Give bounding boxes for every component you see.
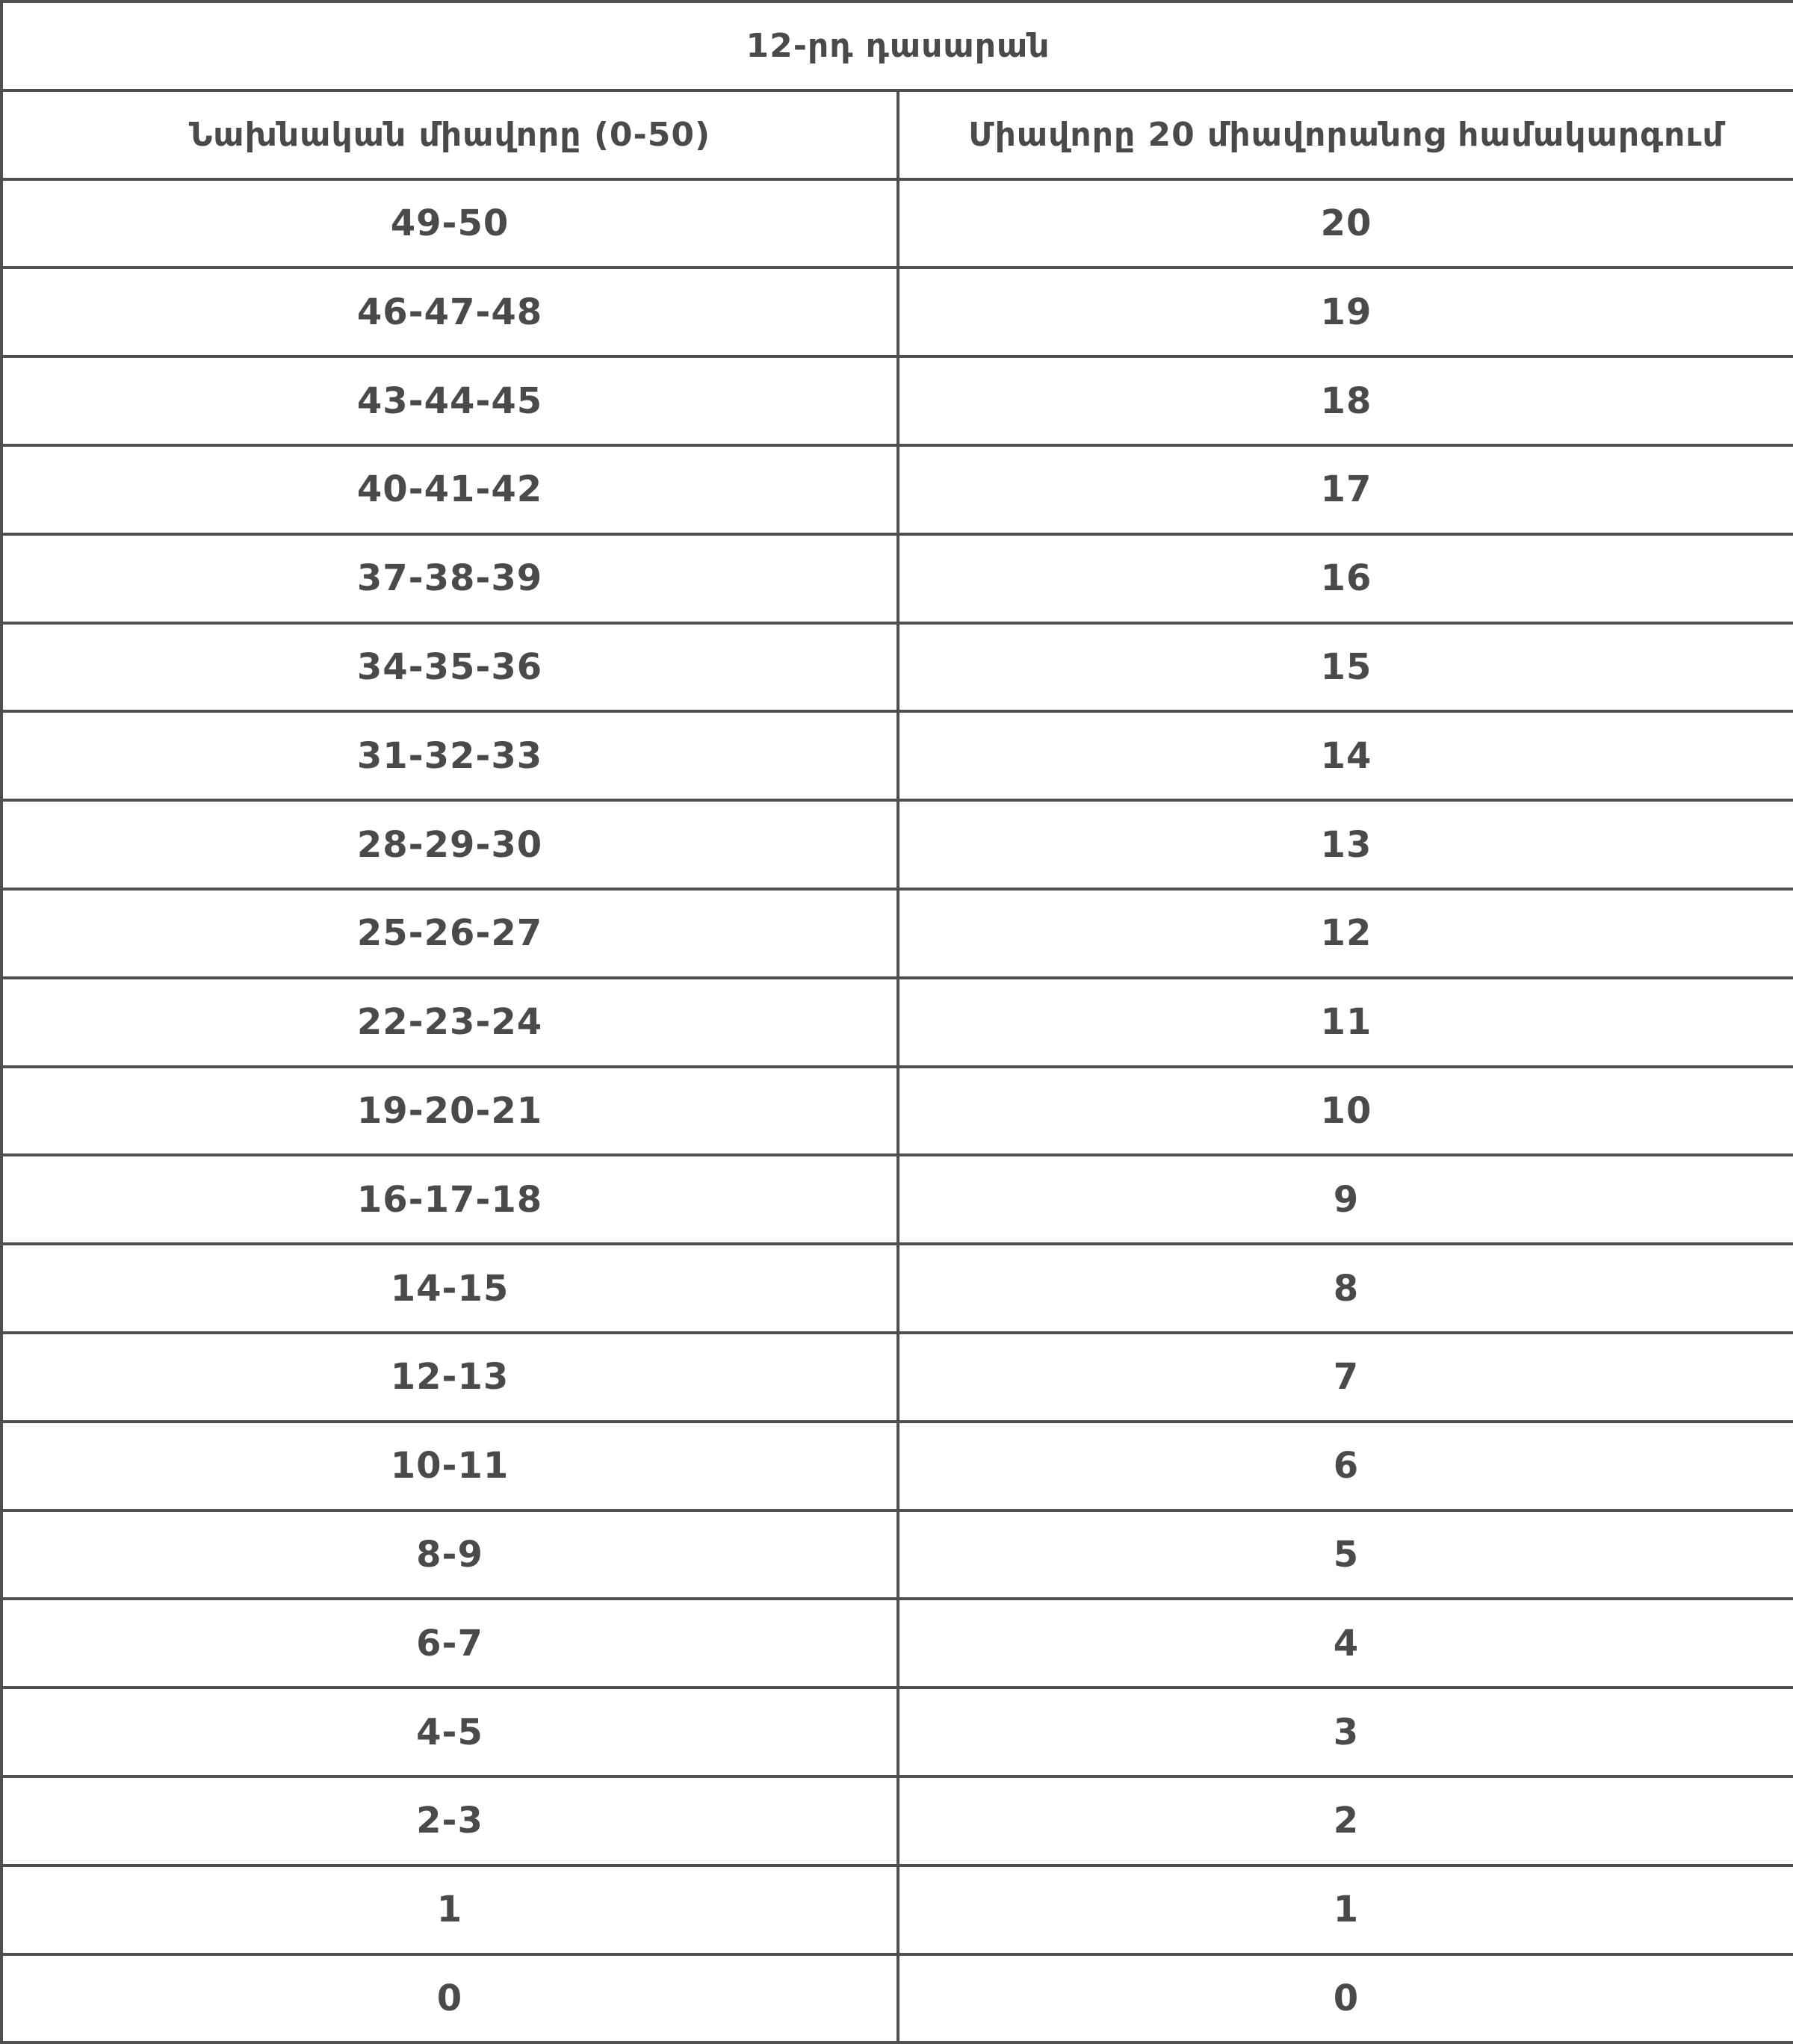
table-row xyxy=(1,1777,1793,1865)
table-title-row xyxy=(1,1,1793,90)
table-row xyxy=(1,1511,1793,1599)
table-row xyxy=(1,1688,1793,1777)
raw-score-cell: 4-5 xyxy=(1,1688,898,1777)
raw-score-cell: 37-38-39 xyxy=(1,534,898,623)
raw-score-cell: 49-50 xyxy=(1,179,898,268)
table-row xyxy=(1,711,1793,800)
table-row xyxy=(1,1155,1793,1244)
table-row xyxy=(1,889,1793,978)
scaled-score-cell: 9 xyxy=(898,1155,1793,1244)
scaled-score-cell: 3 xyxy=(898,1688,1793,1777)
table-row xyxy=(1,356,1793,445)
header-scaled-score: Միավորը 20 միավորանոց համակարգում xyxy=(898,90,1793,179)
raw-score-cell: 6-7 xyxy=(1,1599,898,1688)
raw-score-cell: 14-15 xyxy=(1,1244,898,1333)
scaled-score-cell: 5 xyxy=(898,1511,1793,1599)
scaled-score-cell: 16 xyxy=(898,534,1793,623)
scaled-score-cell: 2 xyxy=(898,1777,1793,1865)
raw-score-cell: 22-23-24 xyxy=(1,978,898,1067)
raw-score-cell: 1 xyxy=(1,1865,898,1954)
raw-score-cell: 19-20-21 xyxy=(1,1067,898,1156)
table-title: 12-րդ դասարան xyxy=(1,1,1793,90)
raw-score-cell: 34-35-36 xyxy=(1,623,898,712)
header-raw-score: Նախնական միավորը (0-50) xyxy=(1,90,898,179)
table-row xyxy=(1,1599,1793,1688)
table-row xyxy=(1,267,1793,356)
raw-score-cell: 16-17-18 xyxy=(1,1155,898,1244)
raw-score-cell: 8-9 xyxy=(1,1511,898,1599)
table-row xyxy=(1,179,1793,268)
scaled-score-cell: 19 xyxy=(898,267,1793,356)
table-header-row xyxy=(1,90,1793,179)
table-row xyxy=(1,1422,1793,1511)
scaled-score-cell: 20 xyxy=(898,179,1793,268)
scaled-score-cell: 6 xyxy=(898,1422,1793,1511)
table-row xyxy=(1,623,1793,712)
scaled-score-cell: 11 xyxy=(898,978,1793,1067)
scaled-score-cell: 18 xyxy=(898,356,1793,445)
scaled-score-cell: 10 xyxy=(898,1067,1793,1156)
scaled-score-cell: 7 xyxy=(898,1333,1793,1422)
scaled-score-cell: 15 xyxy=(898,623,1793,712)
scaled-score-cell: 8 xyxy=(898,1244,1793,1333)
raw-score-cell: 40-41-42 xyxy=(1,445,898,534)
raw-score-cell: 10-11 xyxy=(1,1422,898,1511)
table-row xyxy=(1,1865,1793,1954)
table-body xyxy=(1,179,1793,2043)
scaled-score-cell: 1 xyxy=(898,1865,1793,1954)
table-row xyxy=(1,534,1793,623)
table-row xyxy=(1,1333,1793,1422)
raw-score-cell: 46-47-48 xyxy=(1,267,898,356)
table-row xyxy=(1,1067,1793,1156)
raw-score-cell: 31-32-33 xyxy=(1,711,898,800)
table-row xyxy=(1,445,1793,534)
table-row xyxy=(1,800,1793,889)
table-row xyxy=(1,1244,1793,1333)
table-row xyxy=(1,1954,1793,2043)
raw-score-cell: 25-26-27 xyxy=(1,889,898,978)
scaled-score-cell: 0 xyxy=(898,1954,1793,2043)
scaled-score-cell: 4 xyxy=(898,1599,1793,1688)
scaled-score-cell: 17 xyxy=(898,445,1793,534)
raw-score-cell: 28-29-30 xyxy=(1,800,898,889)
raw-score-cell: 2-3 xyxy=(1,1777,898,1865)
raw-score-cell: 0 xyxy=(1,1954,898,2043)
raw-score-cell: 12-13 xyxy=(1,1333,898,1422)
scaled-score-cell: 13 xyxy=(898,800,1793,889)
raw-score-cell: 43-44-45 xyxy=(1,356,898,445)
table-row xyxy=(1,978,1793,1067)
scaled-score-cell: 12 xyxy=(898,889,1793,978)
scaled-score-cell: 14 xyxy=(898,711,1793,800)
